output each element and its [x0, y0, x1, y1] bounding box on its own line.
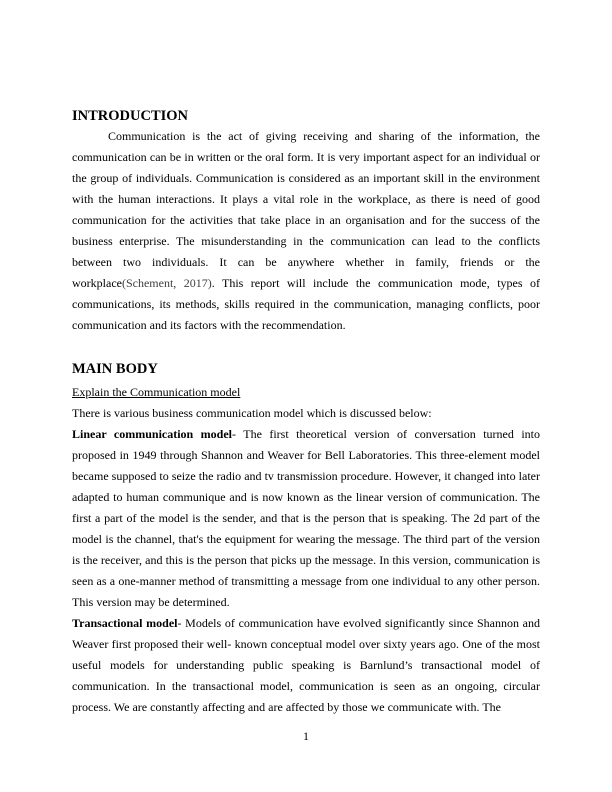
linear-model-term: Linear communication model	[72, 427, 233, 441]
introduction-heading: INTRODUCTION	[72, 108, 189, 124]
linear-model-paragraph	[72, 424, 540, 613]
transactional-model-text: - Models of communication have evolved significantly since Shannon and Weaver first proposed their well- known conceptual model over sixty years ago. One of the most useful models for understanding public speaking is Barnlund’s transactional model of communication. In the transactional model, communication is seen as an ongoing, circular process. We are constantly affecting and are affected by those we communicate with. The	[72, 616, 541, 714]
transactional-model-paragraph	[72, 613, 540, 718]
main-body-heading: MAIN BODY	[72, 361, 158, 377]
transactional-model-term: Transactional model	[72, 616, 178, 630]
communication-model-subheading: Explain the Communication model	[72, 385, 241, 399]
page-content	[72, 106, 540, 718]
introduction-citation: (Schement, 2017)	[121, 276, 212, 290]
introduction-text: Communication is the act of giving receiving and sharing of the information, the communication can be in written or the oral form. It is very important aspect for an individual or the group of individuals. Communication is considered as an important skill in the environment with the human interactions. It plays a vital role in the workplace, as there is need of good communication for the activities that take place in an organisation and for the success of the business enterprise. The misunderstanding in the communication can lead to the conflicts between two individuals. It can be anywhere whether in family, friends or the workplace	[72, 129, 540, 290]
introduction-text-end: . This report will include the communication mode, types of communications, its methods, skills required in the communication, managing conflicts, poor communication and its factors with the recommendation.	[72, 276, 540, 332]
models-lead-sentence: There is various business communication model which is discussed below:	[72, 406, 432, 420]
introduction-paragraph	[72, 126, 540, 336]
page-number: 1	[303, 729, 309, 743]
linear-model-text: - The first theoretical version of conversation turned into proposed in 1949 through Shannon and Weaver for Bell Laboratories. This three-element model became supposed to seize the radio and tv transmission procedure. However, it changed into later adapted to human communique and is now known as the linear version of communication. The first a part of the model is the sender, and that is the person that is speaking. The 2d part of the model is the channel, that's the equipment for wearing the message. The third part of the version is the receiver, and this is the person that picks up the message. In this version, communication is seen as a one-manner method of transmitting a message from one individual to any other person. This version may be determined.	[72, 427, 540, 609]
